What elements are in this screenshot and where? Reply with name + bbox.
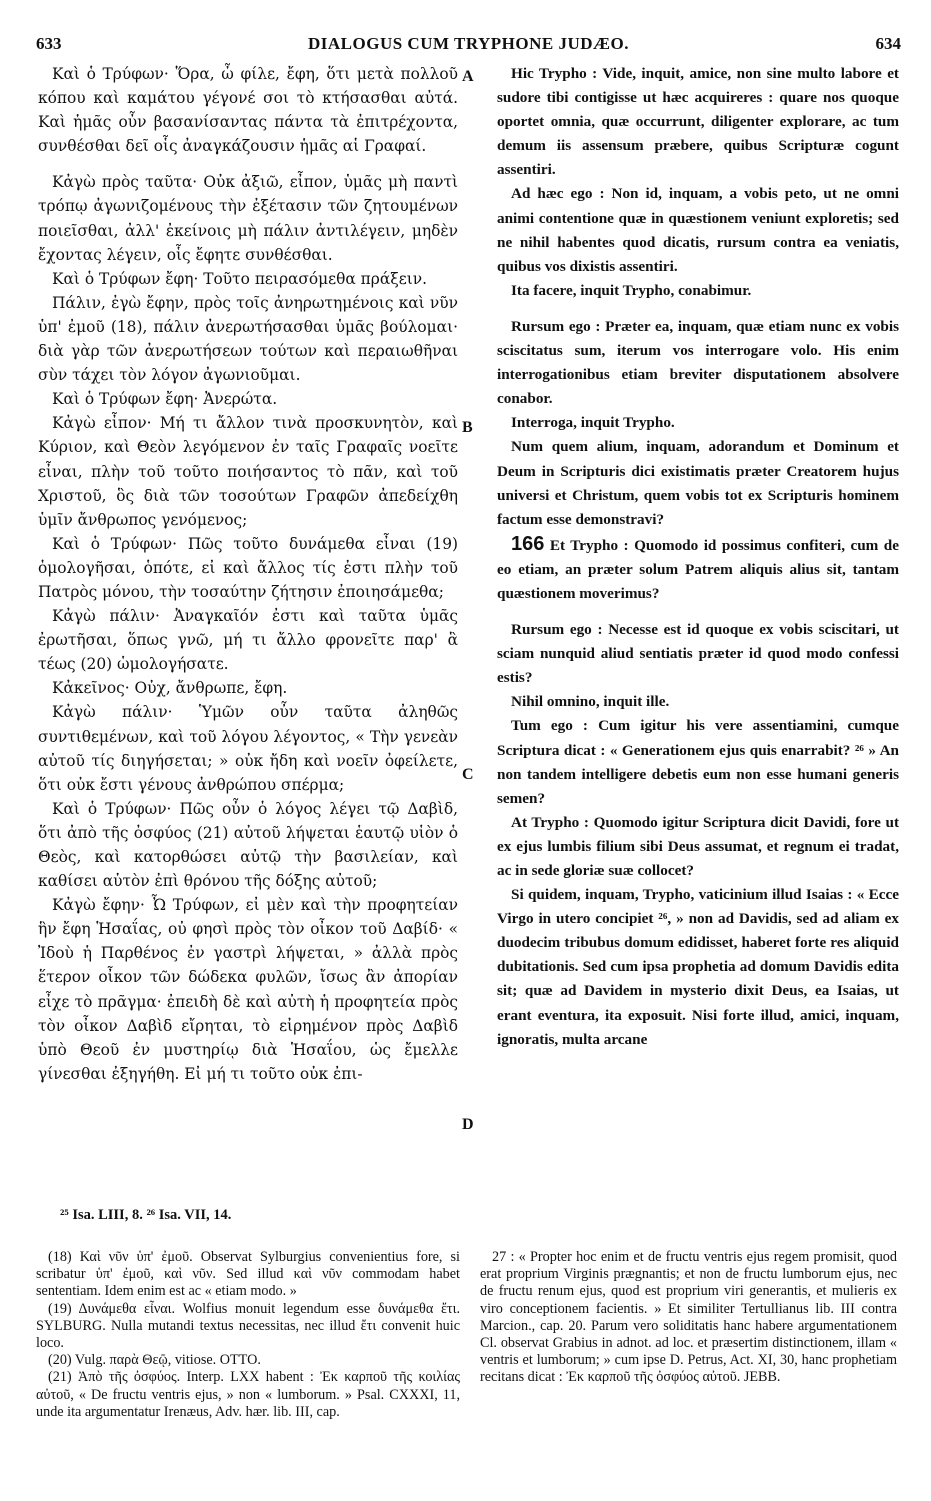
greek-paragraph: Καὶ ὁ Τρύφων ἔφη· Ἀνερώτα. bbox=[52, 390, 278, 409]
greek-paragraph: Καὶ ὁ Τρύφων ἔφη· Τοῦτο πειρασόμεθα πράξειν. bbox=[52, 269, 427, 288]
greek-paragraph: Κἀγὼ εἶπον· Μή τι ἄλλον τινὰ προσκυνητὸν, καὶ Κύριον, καὶ Θεὸν λεγόμενον ἐν ταῖς Γραφαῖς νοεῖτε εἶναι, πλὴν τοῦ τοῦτο ποιήσαντος τὸ πᾶν, καὶ τοῦ Χριστοῦ, ὃς διὰ τῶν τοσούτων Γραφῶν ἀπεδείχθη ὑμῖν ἄνθρωπος γενόμενος; bbox=[38, 414, 458, 529]
latin-paragraph: Ad hæc ego : Non id, inquam, a vobis peto, ut ne omni animi contentione quæ in quæstionem veniunt exploretis; sed ne nihil habentes quod dicatis, rursum contra ea veniatis, quibus vos dixistis assentiri. bbox=[497, 185, 899, 275]
margin-marker-c: C bbox=[462, 766, 474, 783]
footnote: (18) Καὶ νῦν ὑπ' ἐμοῦ. Observat Sylburgius convenientius fore, si scribatur ὑπ' ἐμοῦ, καὶ νῦν. Sed illud καὶ νῦν commodam habet sententiam. Idem enim est ac « etiam modo. » bbox=[36, 1249, 460, 1300]
margin-marker-b: B bbox=[462, 419, 473, 436]
footnote: 27 : « Propter hoc enim et de fructu ventris ejus regem promisit, quod erat proprium Virginis prægnantis; et non de fructu lumborum ejus, nec de fructu renum ejus, quod est proprium viri generantis, et mulieris ex viro conceptionem facientis. » Et similiter Tertullianus lib. III contra Marcion., cap. 20. Parum vero soliditatis hanc habere argumentationem Cl. observat Grabius in adnot. ad loc. et præsertim distinctionem, illam « ventris et lumborum; » cum ipse D. Petrus, Act. XI, 30, hanc prophetiam recitans dicat : Ἐκ καρποῦ τῆς ὀσφύος αὐτοῦ. JEBB. bbox=[480, 1249, 897, 1386]
greek-paragraph: Κἀγὼ πρὸς ταῦτα· Οὐκ ἀξιῶ, εἶπον, ὑμᾶς μὴ παντὶ τρόπῳ ἀγωνιζομένους τὴν ἐξέτασιν τῶν ζητουμένων ποιεῖσθαι, ἀλλ' ἐκείνοις μὴ πάλιν ἀντιλέγειν, μηδὲν ἔχοντας λέγειν, οἷς ἔφητε συνθέσθαι. bbox=[38, 173, 458, 264]
footnotes-right-column bbox=[480, 1249, 897, 1387]
latin-paragraph: At Trypho : Quomodo igitur Scriptura dicit Davidi, fore ut ex ejus lumbis filium sibi Deus assumat, et regnum ei tradat, ac in sede gloriæ suæ collocet? bbox=[497, 813, 899, 879]
greek-paragraph: Καὶ ὁ Τρύφων· Πῶς τοῦτο δυνάμεθα εἶναι (19) ὁμολογῆσαι, ὁπότε, εἰ καὶ ἄλλος τίς ἐστι πλὴν τοῦ Πατρὸς μόνου, τὴν τοσαύτην ζήτησιν ἐποιησάμεθα; bbox=[38, 534, 458, 601]
page-number-right: 634 bbox=[875, 34, 901, 53]
greek-paragraph: Κἀγὼ πάλιν· Ἀναγκαῖόν ἐστι καὶ ταῦτα ὑμᾶς ἐρωτῆσαι, ὅπως γνῶ, μή τι ἄλλο φρονεῖτε παρ' ἃ τέως (20) ὡμολογήσατε. bbox=[38, 607, 458, 674]
footnote: (21) Ἀπὸ τῆς ὀσφύος. Interp. LXX habent : Ἐκ καρποῦ τῆς κοιλίας αὐτοῦ, « De fructu ventris ejus, » non « lumborum. » Psal. CXXXI, 11, unde ita argumentatur Irenæus, Adv. hær. lib. III, cap. bbox=[36, 1369, 460, 1420]
greek-paragraph: Κἀγὼ πάλιν· Ὑμῶν οὖν ταῦτα ἀληθῶς συντιθεμένων, καὶ τοῦ λόγου λέγοντος, « Τὴν γενεὰν αὐτοῦ τίς διηγήσεται; » οὐκ ἤδη καὶ νοεῖν ὀφείλετε, ὅτι οὐκ ἔστι γένους ἀνθρώπου σπέρμα; bbox=[38, 703, 458, 794]
greek-paragraph: Κἀκεῖνος· Οὐχ, ἄνθρωπε, ἔφη. bbox=[52, 679, 288, 698]
latin-paragraph: Interroga, inquit Trypho. bbox=[511, 414, 675, 432]
latin-paragraph-text: Et Trypho : Quomodo id possimus confiteri, cum de eo etiam, an præter solum Patrem aliquis alius sit, tantam quæstionem moverimus? bbox=[497, 536, 899, 602]
section-number: 166 bbox=[511, 532, 545, 555]
margin-marker-d: D bbox=[462, 1116, 474, 1133]
latin-paragraph: Rursum ego : Necesse est id quoque ex vobis sciscitari, ut sciam nunquid aliud sentiatis præter id quod modo confessi estis? bbox=[497, 621, 899, 687]
running-title: DIALOGUS CUM TRYPHONE JUDÆO. bbox=[308, 34, 629, 53]
footnotes-left-column bbox=[36, 1249, 460, 1421]
scripture-references: ²⁵ Isa. LIII, 8. ²⁶ Isa. VII, 14. bbox=[60, 1207, 232, 1223]
latin-text-column bbox=[497, 62, 899, 1052]
footnote: (20) Vulg. παρὰ Θεῷ, vitiose. OTTO. bbox=[48, 1352, 261, 1369]
running-header bbox=[36, 34, 901, 58]
greek-text-column bbox=[38, 62, 458, 1086]
latin-paragraph: Nihil omnino, inquit ille. bbox=[511, 693, 670, 711]
latin-paragraph: Si quidem, inquam, Trypho, vaticinium illud Isaias : « Ecce Virgo in utero concipiet ²⁶, » non ad Davidis, sed ad aliam ex duodecim tribubus domum edidisset, haberet forte res aliquid dubitationis. Sed cum ipsa prophetia ad domum Davidis edita sit; quæ ad Davidem in mysterio dixit Deus, ea Isaias, ut erant eventura, ita exposuit. Nisi forte illud, amici, inquam, ignoratis, multa arcane bbox=[497, 886, 899, 1048]
greek-paragraph: Καὶ ὁ Τρύφων· Πῶς οὖν ὁ λόγος λέγει τῷ Δαβὶδ, ὅτι ἀπὸ τῆς ὀσφύος (21) αὐτοῦ λήψεται ἑαυτῷ υἱὸν ὁ Θεὸς, καὶ κατορθώσει αὐτῷ τὴν βασιλείαν, καὶ καθίσει αὐτὸν ἐπὶ θρόνου τῆς δόξης αὐτοῦ; bbox=[38, 799, 458, 891]
greek-paragraph: Καὶ ὁ Τρύφων· Ὅρα, ὦ φίλε, ἔφη, ὅτι μετὰ πολλοῦ κόπου καὶ καμάτου γέγονέ σοι τὸ κτήσασθαι αὐτά. Καὶ ἡμᾶς οὖν βασανίσαντας πάντα τὰ ἐπιτρέχοντα, συνθέσθαι δεῖ οἷς ἀναγκάζουσιν ἡμᾶς αἱ Γραφαί. bbox=[38, 65, 458, 156]
greek-paragraph: Κἀγὼ ἔφην· Ὦ Τρύφων, εἰ μὲν καὶ τὴν προφητείαν ἣν ἔφη Ἡσαΐας, οὐ φησὶ πρὸς τὸν οἶκον τοῦ Δαβίδ· « Ἰδοὺ ἡ Παρθένος ἐν γαστρὶ λήψεται, » ἀλλὰ πρὸς ἕτερον οἶκον τῶν δώδεκα φυλῶν, ἴσως ἂν ἀπορίαν εἶχε τὸ πρᾶγμα· ἐπειδὴ δὲ καὶ αὐτὴ ἡ προφητεία πρὸς τὸν οἶκον Δαβὶδ εἴρηται, τὸ εἰρημένον πρὸς Δαβὶδ ὑπὸ Θεοῦ ἐν μυστηρίῳ διὰ Ἡσαΐου, ὡς ἔμελλε γίνεσθαι ἐξηγήθη. Εἰ μή τι τοῦτο οὐκ ἐπι- bbox=[38, 896, 458, 1083]
latin-paragraph: Num quem alium, inquam, adorandum et Dominum et Deum in Scripturis dici existimatis præter Creatorem hujus universi et Christum, quem vobis tot ex Scripturis hominem factum esse demonstravi? bbox=[497, 438, 899, 528]
page-number-left: 633 bbox=[36, 34, 62, 53]
margin-marker-a: A bbox=[462, 68, 474, 85]
latin-paragraph-with-section bbox=[497, 532, 899, 606]
latin-paragraph: Hic Trypho : Vide, inquit, amice, non sine multo labore et sudore tibi contigisse ut hæc acquireres : quare nos quoque oportet omnia, quæ occurrunt, diligenter explorare, ac tum demum iis assensum præbere, quibus Scripturæ cogunt assentiri. bbox=[497, 65, 899, 179]
latin-paragraph: Tum ego : Cum igitur his vere assentiamini, cumque Scriptura dicat : « Generationem ejus quis enarrabit? ²⁶ » An non tandem intelligere debetis eum non esse humani generis semen? bbox=[497, 717, 899, 807]
latin-paragraph: Ita facere, inquit Trypho, conabimur. bbox=[511, 281, 752, 299]
latin-paragraph: Rursum ego : Præter ea, inquam, quæ etiam nunc ex vobis sciscitatus sum, iterum vos interrogare volo. His enim interrogationibus etiam breviter disputationem absolvere conabor. bbox=[497, 317, 899, 408]
greek-paragraph: Πάλιν, ἐγὼ ἔφην, πρὸς τοῖς ἀνηρωτημένοις καὶ νῦν ὑπ' ἐμοῦ (18), πάλιν ἀνερωτήσασθαι ὑμᾶς βούλομαι· διὰ γὰρ τῶν ἀνερωτήσεων τούτων καὶ περαιωθῆναι σὺν τάχει τὸν λόγον ἀγωνιοῦμαι. bbox=[38, 293, 458, 385]
footnote: (19) Δυνάμεθα εἶναι. Wolfius monuit legendum esse δυνάμεθα ἔτι. SYLBURG. Nulla mutandi textus necessitas, nec illud ἔτι convenit huic loco. bbox=[36, 1300, 460, 1352]
